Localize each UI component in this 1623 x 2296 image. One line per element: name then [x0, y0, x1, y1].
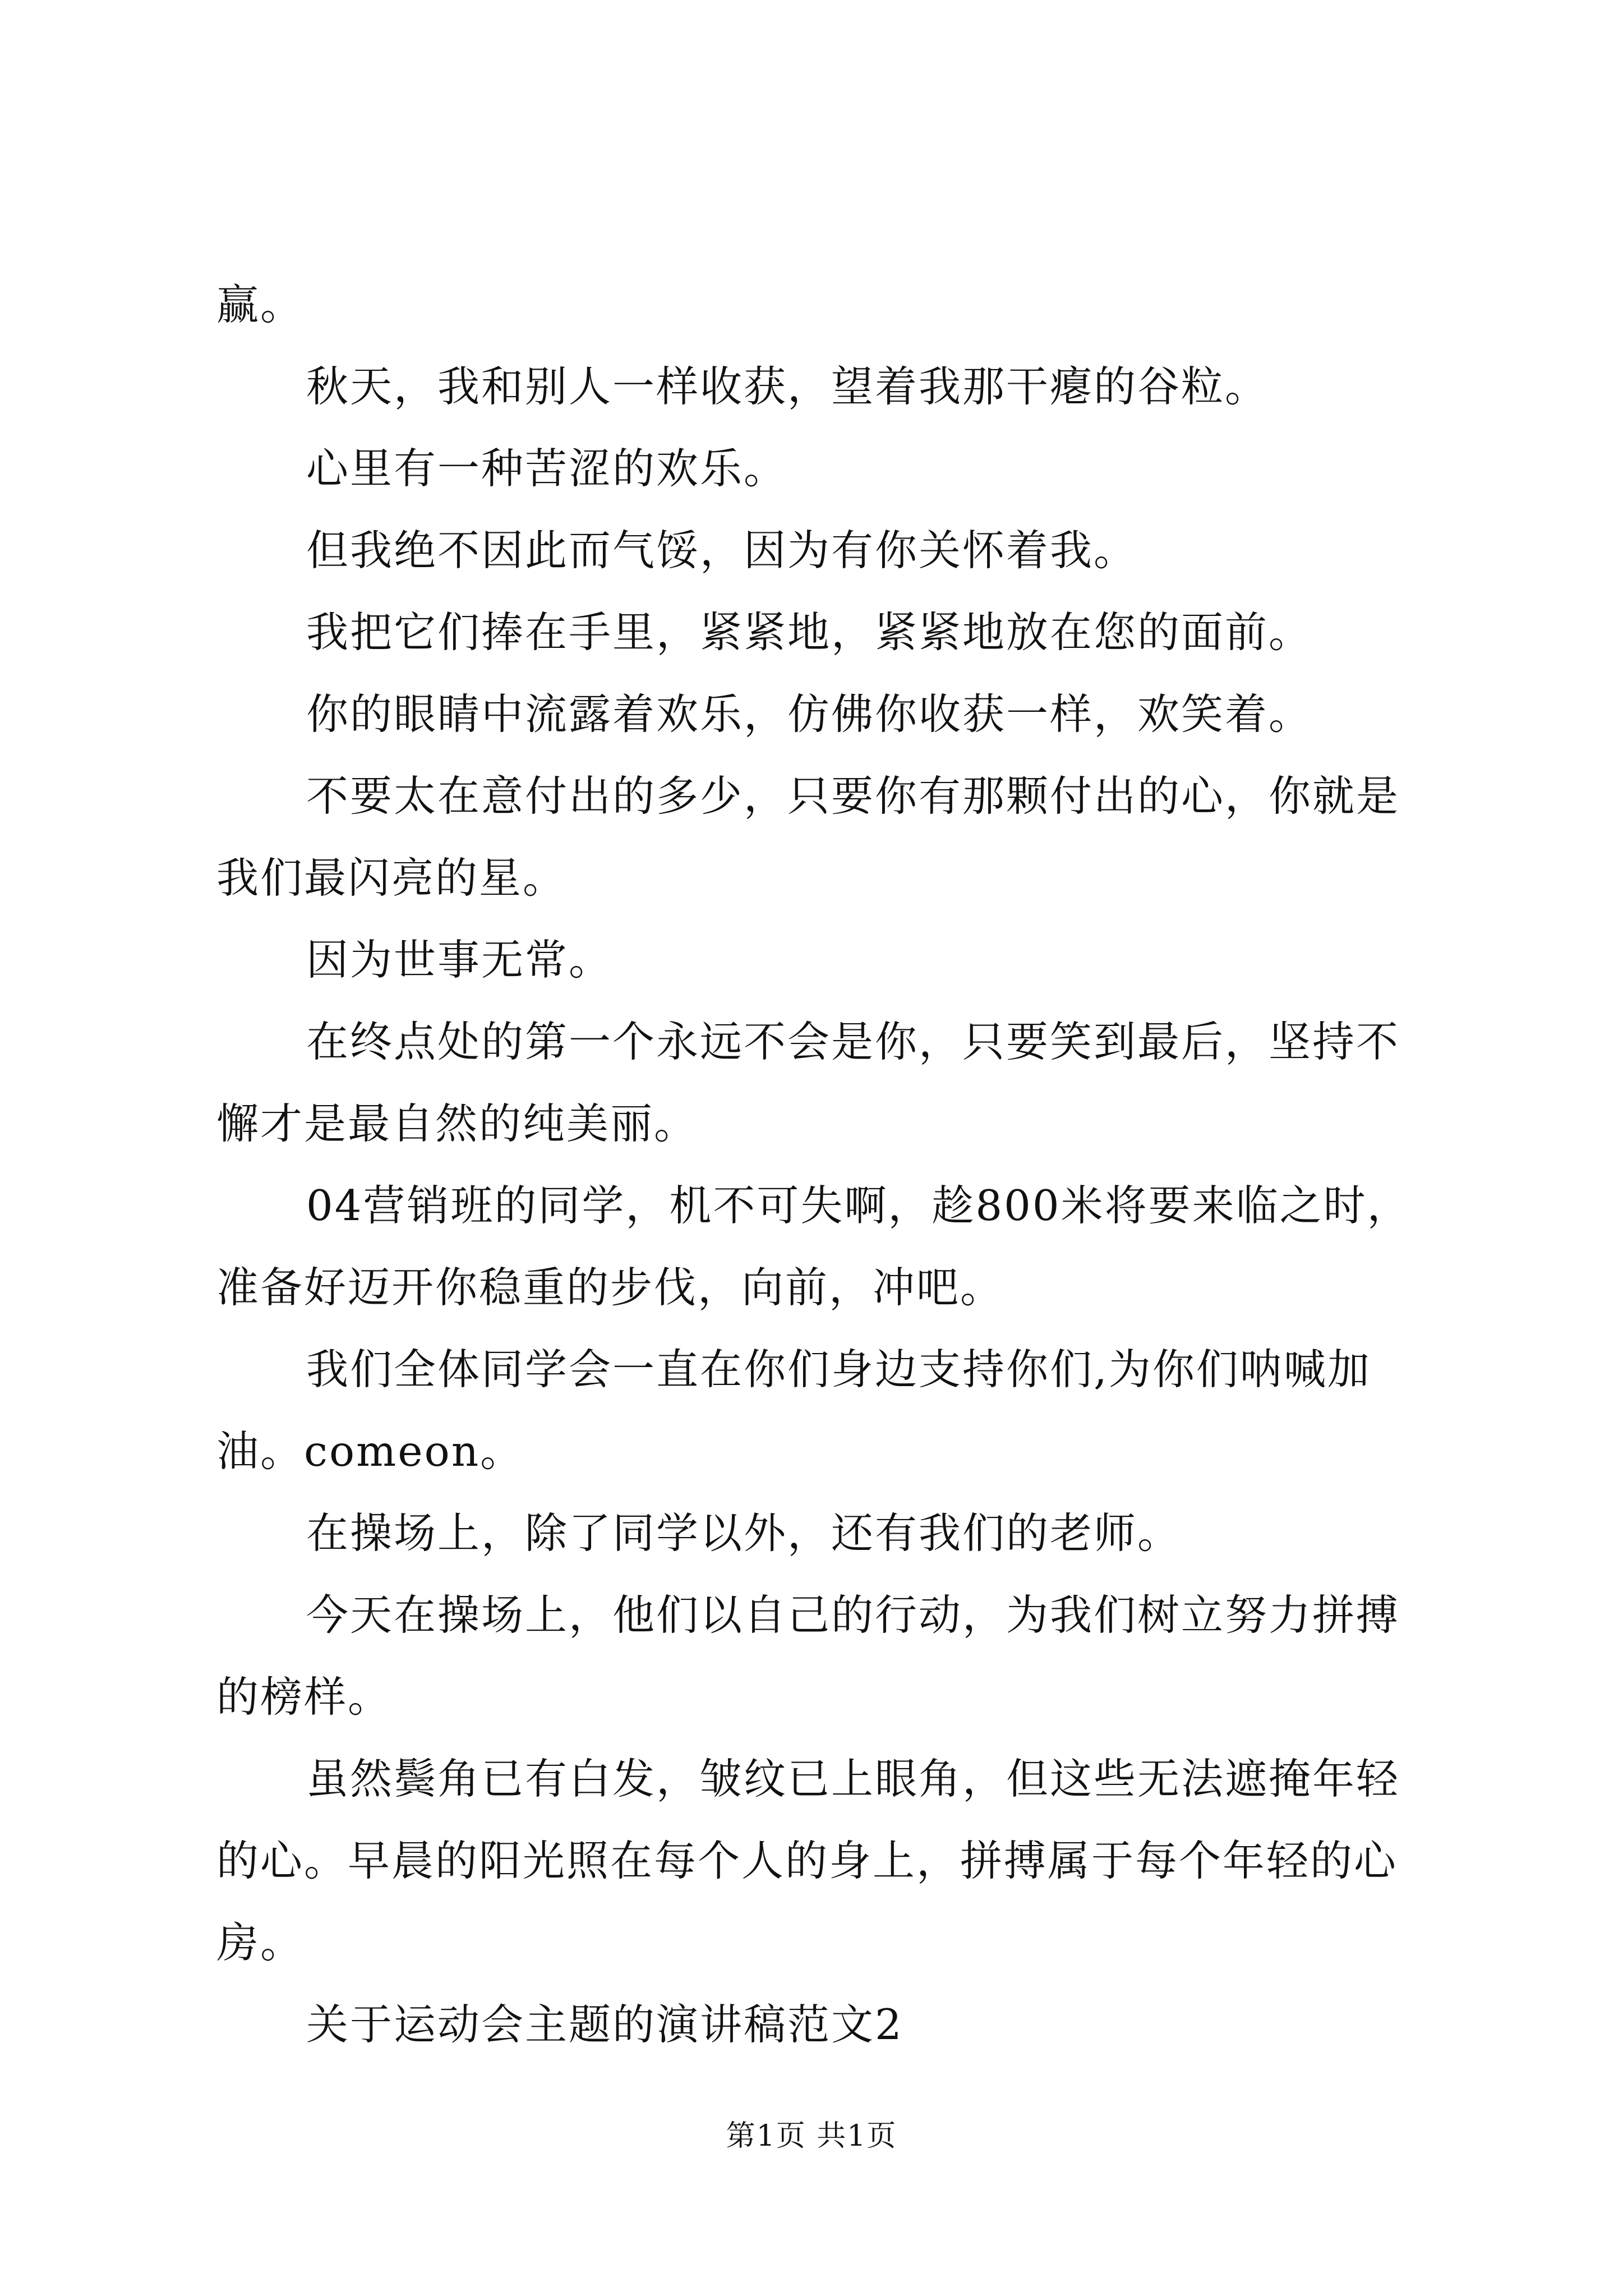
paragraph: 不要太在意付出的多少，只要你有那颗付出的心，你就是我们最闪亮的星。	[216, 771, 1400, 903]
paragraph: 虽然鬓角已有白发，皱纹已上眼角，但这些无法遮掩年轻的心。早晨的阳光照在每个人的身上，拼搏属于每个年轻的心房。	[216, 1754, 1400, 1967]
paragraph: 在操场上，除了同学以外，还有我们的老师。	[306, 1508, 1182, 1558]
document-body	[216, 264, 1422, 2065]
paragraph: 今天在操场上，他们以自己的行动，为我们树立努力拼搏的榜样。	[216, 1590, 1400, 1722]
paragraph: 我们全体同学会一直在你们身边支持你们,为你们呐喊加油。comeon。	[216, 1345, 1371, 1476]
paragraph: 心里有一种苦涩的欢乐。	[306, 444, 788, 493]
paragraph: 04营销班的同学，机不可失啊，趁800米将要来临之时，准备好迈开你稳重的步伐，向前，冲吧。	[216, 1181, 1411, 1312]
paragraph: 秋天，我和别人一样收获，望着我那干瘪的谷粒。	[306, 362, 1269, 411]
paragraph: 你的眼睛中流露着欢乐，仿佛你收获一样，欢笑着。	[306, 689, 1313, 739]
page-footer: 第1页 共1页	[726, 2119, 897, 2153]
paragraph: 在终点处的第一个永远不会是你，只要笑到最后，坚持不懈才是最自然的纯美丽。	[216, 1017, 1400, 1148]
paragraph: 但我绝不因此而气馁，因为有你关怀着我。	[306, 526, 1138, 575]
paragraph: 因为世事无常。	[306, 935, 613, 984]
paragraph: 关于运动会主题的演讲稿范文2	[306, 2000, 903, 2049]
paragraph: 我把它们捧在手里，紧紧地，紧紧地放在您的面前。	[306, 608, 1313, 657]
paragraph: 赢。	[216, 280, 305, 329]
